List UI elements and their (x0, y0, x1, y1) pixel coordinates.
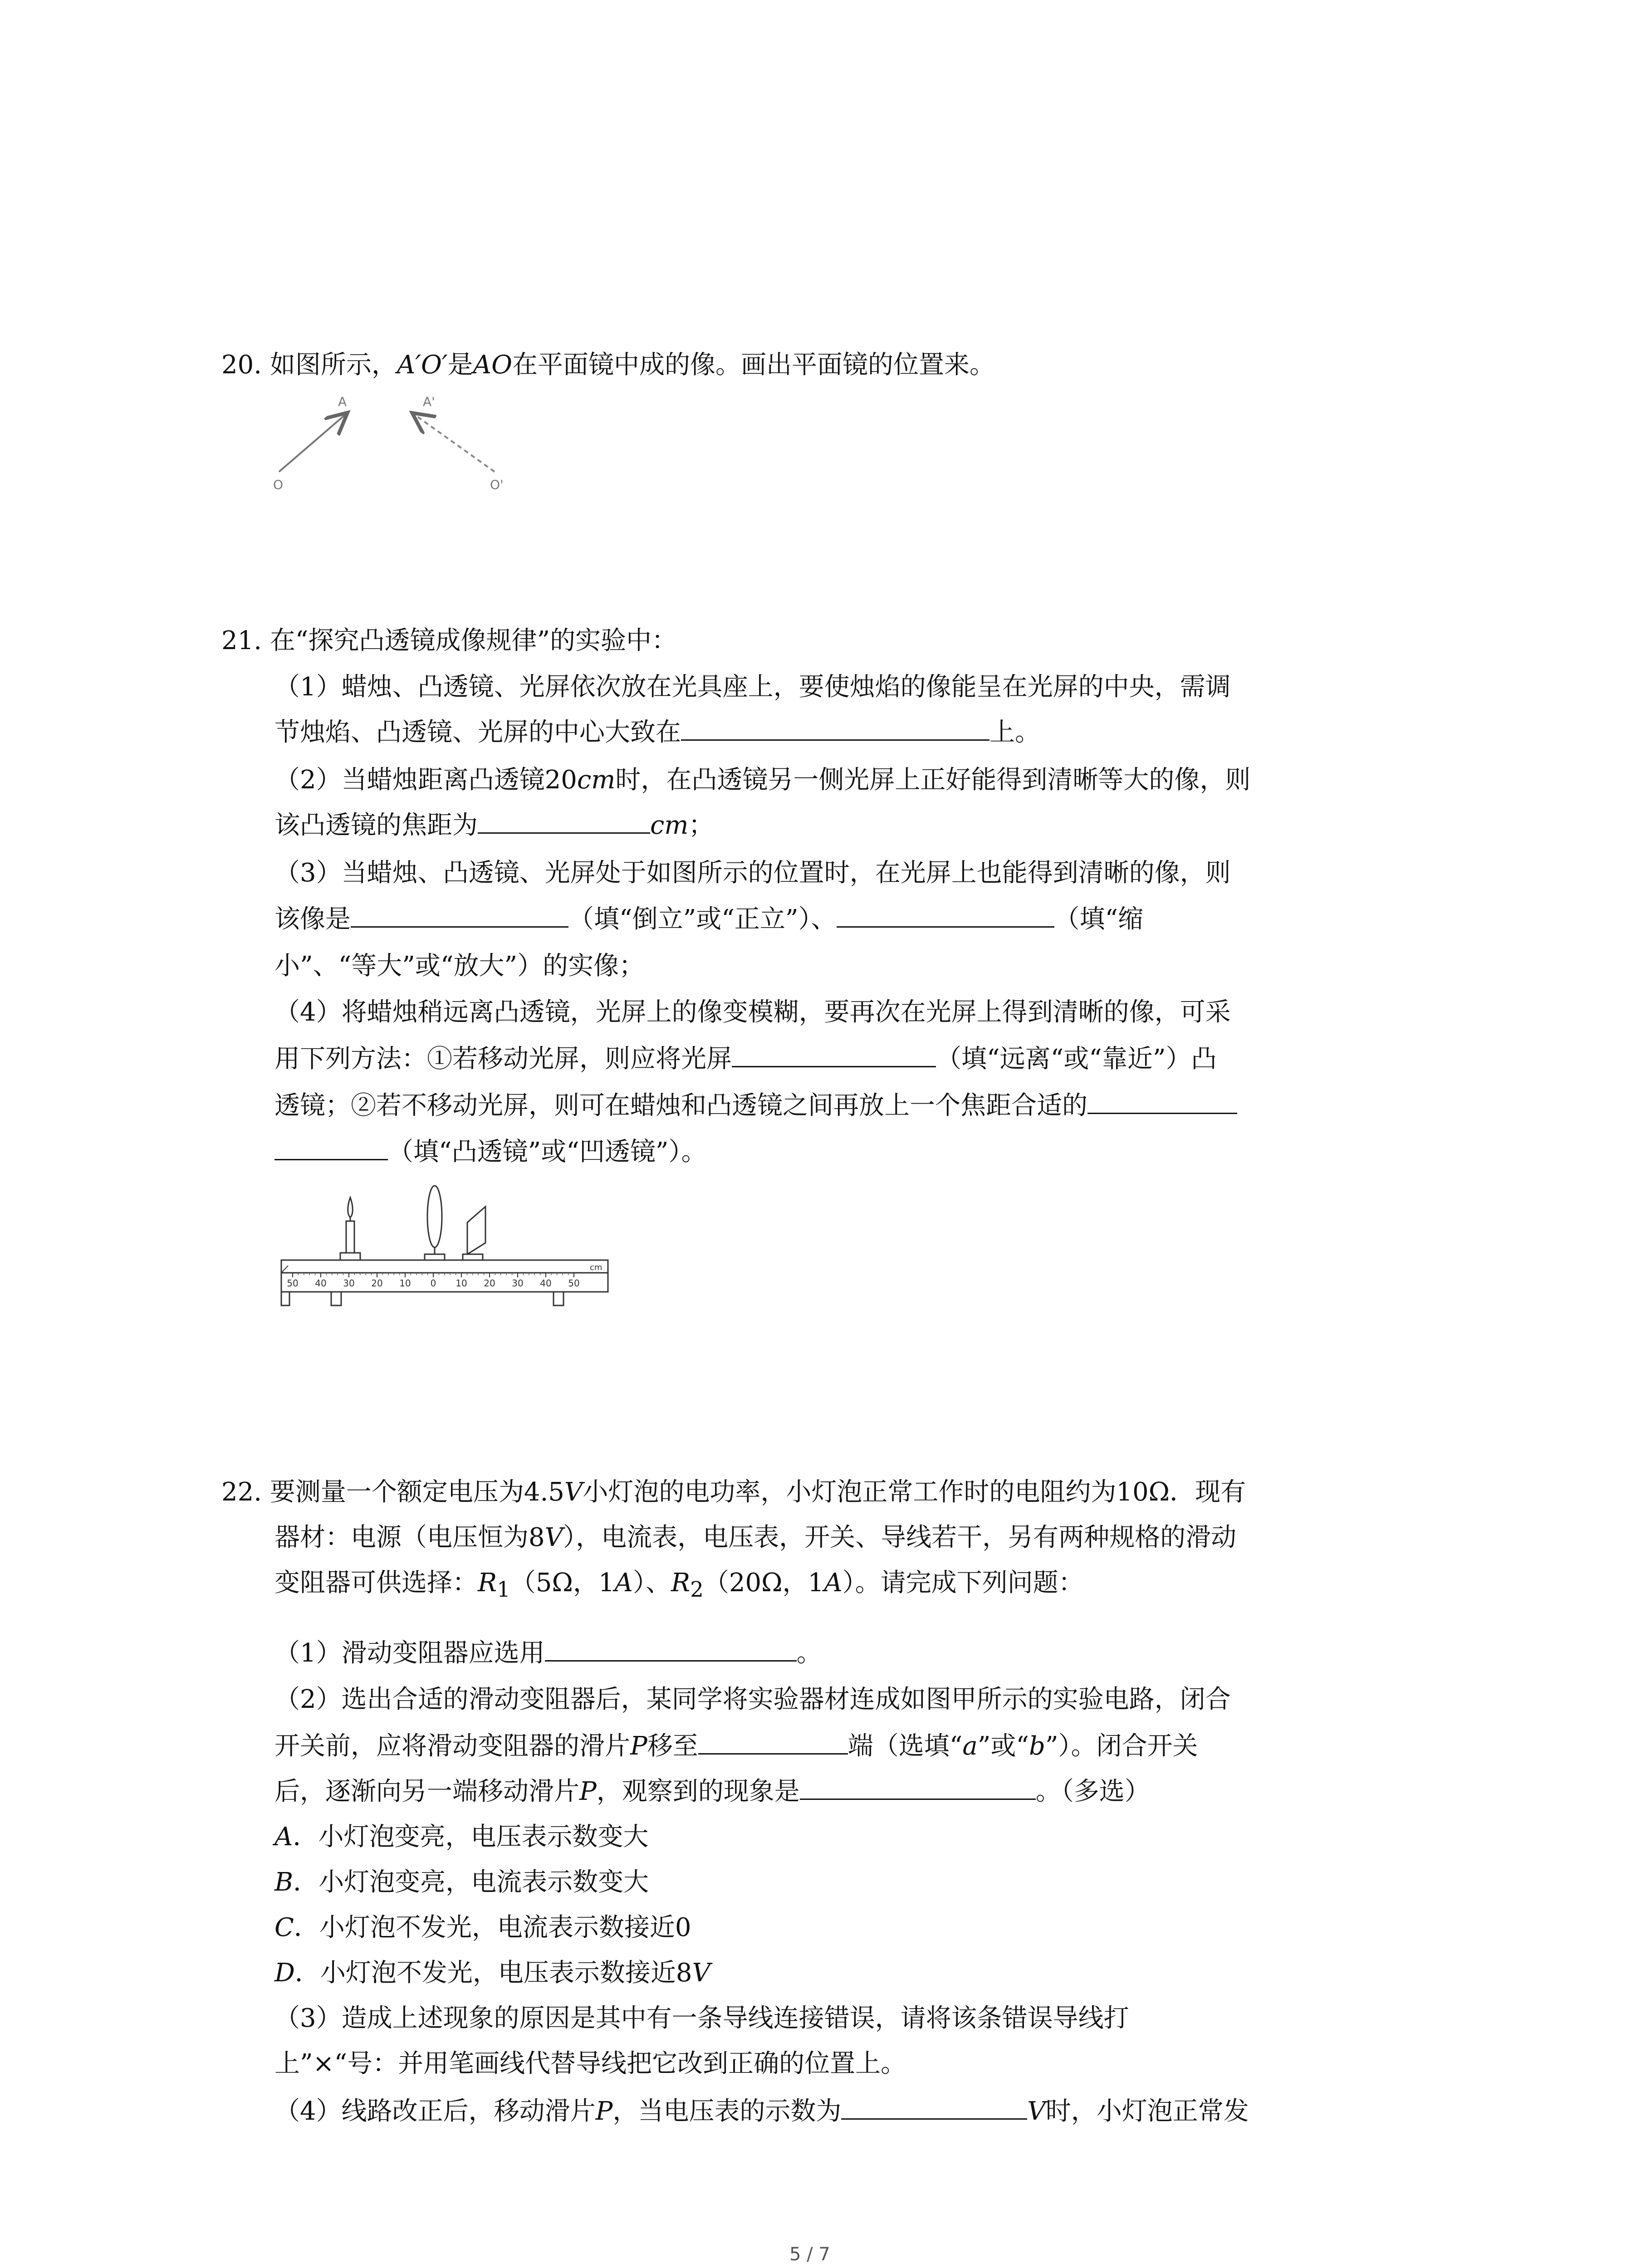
answer-blank[interactable] (545, 1660, 797, 1662)
label-a: A (338, 394, 347, 409)
bench-tick-label: 40 (540, 1278, 552, 1289)
option-b[interactable]: B．小灯泡变亮，电流表示数变大 (274, 1867, 649, 1897)
label-a-prime: A' (423, 394, 435, 409)
q22-p3-line-1: （3）造成上述现象的原因是其中有一条导线连接错误，请将该条错误导线打 (274, 2004, 1129, 2033)
bench (281, 1260, 608, 1305)
q22-line-1: 22. 要测量一个额定电压为4.5V小灯泡的电功率，小灯泡正常工作时的电阻约为10Ω．现有 (221, 1477, 1246, 1507)
q21-p3-line-1: （3）当蜡烛、凸透镜、光屏处于如图所示的位置时，在光屏上也能得到清晰的像，则 (274, 858, 1231, 888)
bench-tick-label: 20 (371, 1278, 383, 1289)
answer-blank[interactable] (837, 926, 1054, 928)
question-number: 20. (221, 350, 262, 380)
q21-p4-line-2: 用下列方法：①若移动光屏，则应将光屏 （填“远离“或“靠近”）凸 (274, 1044, 1217, 1074)
option-c[interactable]: C．小灯泡不发光，电流表示数接近0 (274, 1913, 691, 1942)
answer-blank[interactable] (732, 1066, 936, 1067)
q21-p3-line-3: 小”、“等大”或“放大”）的实像； (274, 951, 645, 981)
answer-blank[interactable] (681, 739, 989, 741)
q22-p2-line-3: 后，逐渐向另一端移动滑片P，观察到的现象是 。（多选） (274, 1777, 1150, 1806)
q22-p4: （4）线路改正后，移动滑片P，当电压表的示数为 V时，小灯泡正常发 (274, 2097, 1249, 2126)
convex-lens (425, 1186, 445, 1262)
q21-p4-line-3: 透镜；②若不移动光屏，则可在蜡烛和凸透镜之间再放上一个焦距合适的 (274, 1090, 1237, 1122)
q21-p2-line-2: 该凸透镜的焦距为 cm； (274, 811, 714, 840)
bench-tick-label: 50 (568, 1278, 580, 1289)
bench-tick-label: 10 (456, 1278, 467, 1289)
q21-p3-line-2: 该像是 （填“倒立”或“正立”）、 （填“缩 (274, 904, 1144, 934)
q22-p1: （1）滑动变阻器应选用 。 (274, 1638, 822, 1668)
mirror-figure (268, 390, 522, 494)
q21-p2-line-1: （2）当蜡烛距离凸透镜20cm时，在凸透镜另一侧光屏上正好能得到清晰等大的像，则 (274, 765, 1251, 795)
bench-tick-label: 30 (512, 1278, 524, 1289)
page-number: 5 / 7 (789, 2244, 830, 2265)
q21-p4-line-1: （4）将蜡烛稍远离凸透镜，光屏上的像变模糊，要再次在光屏上得到清晰的像，可采 (274, 997, 1231, 1027)
q20-line-1: 20. 如图所示，A′O′是AO在平面镜中成的像。画出平面镜的位置来。 (221, 350, 995, 380)
question-number: 22. (221, 1477, 262, 1507)
label-o-prime: O' (490, 477, 504, 492)
ray-ao (279, 415, 345, 472)
light-screen (463, 1207, 485, 1262)
q22-p3-line-2: 上”×“号：并用笔画线代替导线把它改到正确的位置上。 (274, 2049, 906, 2078)
answer-blank[interactable] (274, 1158, 388, 1160)
q21-p1-line-1: （1）蜡烛、凸透镜、光屏依次放在光具座上，要使烛焰的像能呈在光屏的中央，需调 (274, 672, 1231, 702)
q22-line-3: 变阻器可供选择：$R_1(5\Omega$，1A）、$R_2(20\Omega$，1A）。请完成下列问题： (274, 1568, 1084, 1603)
q21-p4-line-4: （填“凸透镜”或“凹透镜”）。 (274, 1136, 707, 1168)
answer-blank[interactable] (351, 926, 568, 928)
q21-stem: 21. 在“探究凸透镜成像规律”的实验中： (221, 626, 677, 655)
answer-blank[interactable] (800, 1798, 1036, 1800)
bench-unit: cm (590, 1263, 603, 1272)
ray-a2o2-dashed (415, 415, 495, 472)
bench-tick-label: 30 (343, 1278, 355, 1289)
answer-blank[interactable] (478, 832, 650, 834)
bench-tick-label: 10 (399, 1278, 411, 1289)
q22-line-2: 器材：电源（电压恒为8V），电流表，电压表，开关、导线若干，另有两种规格的滑动 (274, 1523, 1237, 1552)
answer-blank[interactable] (841, 2118, 1027, 2120)
q22-p2-line-1: （2）选出合适的滑动变阻器后，某同学将实验器材连成如图甲所示的实验电路，闭合 (274, 1685, 1231, 1714)
bench-tick-label: 40 (315, 1278, 327, 1289)
bench-tick-label: 0 (430, 1278, 436, 1289)
option-d[interactable]: D．小灯泡不发光，电压表示数接近8V (274, 1958, 710, 1988)
answer-blank[interactable] (698, 1753, 848, 1755)
bench-tick-label: 50 (287, 1278, 299, 1289)
candle (340, 1198, 360, 1261)
question-number: 21. (221, 626, 262, 655)
label-o: O (273, 477, 284, 492)
answer-blank[interactable] (1087, 1112, 1237, 1114)
q21-p1-line-2: 节烛焰、凸透镜、光屏的中心大致在 上。 (274, 718, 1040, 747)
q22-p2-line-2: 开关前，应将滑动变阻器的滑片P移至 端（选填“a”或“b”）。闭合开关 (274, 1731, 1198, 1761)
optical-bench-figure (272, 1179, 617, 1315)
option-a[interactable]: A．小灯泡变亮，电压表示数变大 (274, 1822, 649, 1852)
bench-tick-label: 20 (484, 1278, 495, 1289)
